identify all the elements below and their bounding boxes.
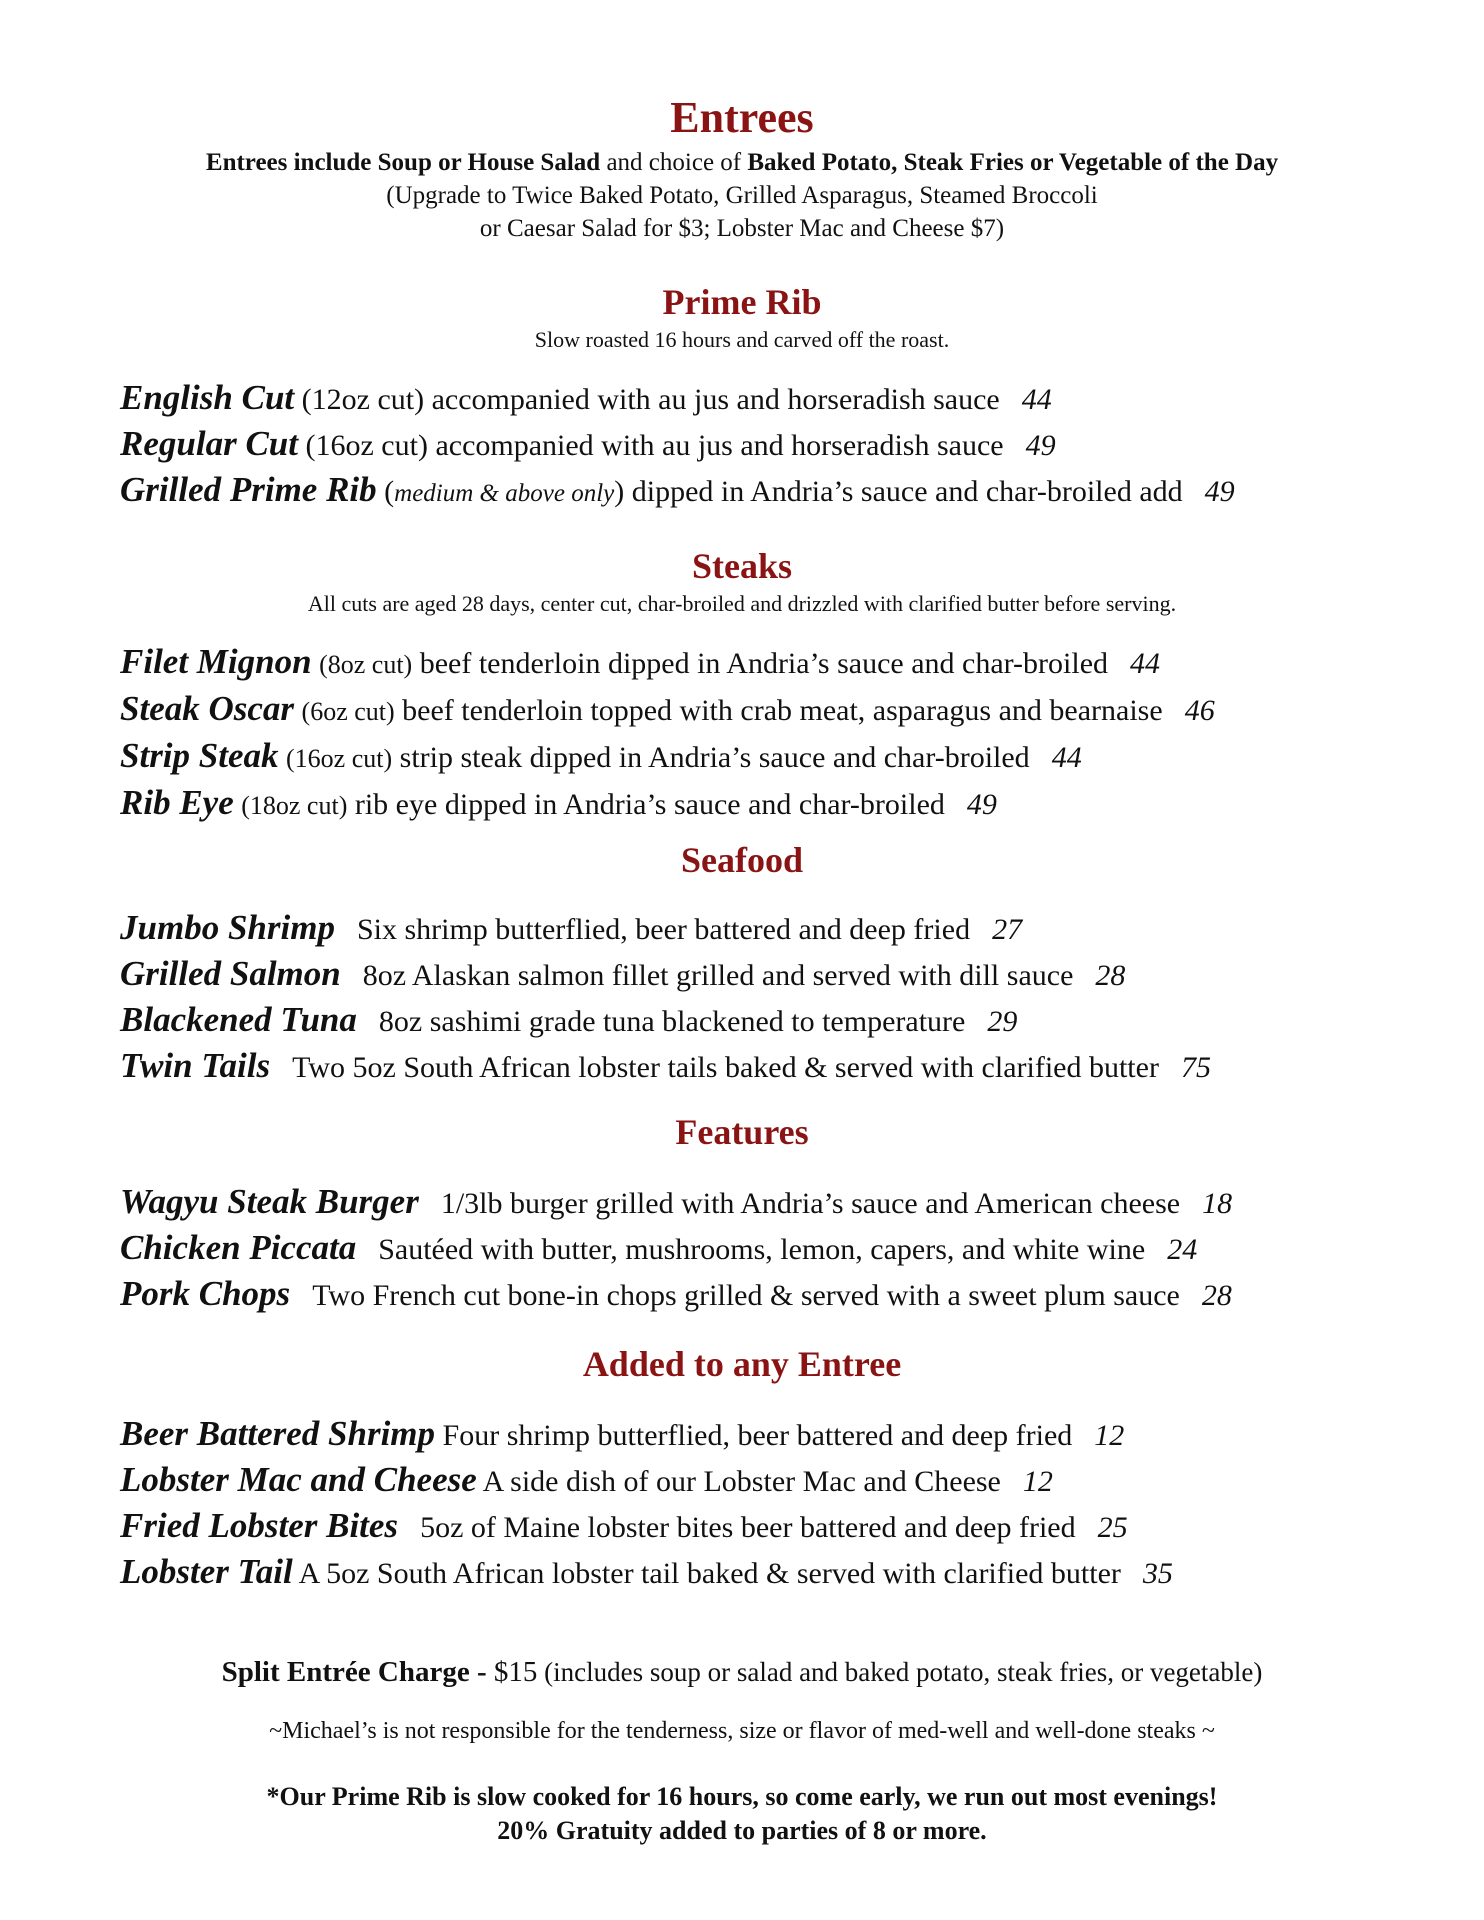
gratuity-notice: 20% Gratuity added to parties of 8 or more. [497, 1816, 987, 1845]
item-description: 1/3lb burger grilled with Andria’s sauce and American cheese [440, 1187, 1181, 1220]
menu-item [120, 1550, 1424, 1596]
features-list [120, 1180, 1424, 1318]
item-qualifier: (8oz cut) [319, 650, 413, 679]
item-name: Lobster Tail [120, 1552, 293, 1591]
item-price: 49 [1025, 429, 1056, 462]
item-name: Lobster Mac and Cheese [120, 1460, 477, 1499]
item-name: Strip Steak [120, 736, 279, 775]
menu-item [120, 1458, 1424, 1504]
item-qualifier: (18oz cut) [241, 791, 348, 820]
item-price: 28 [1201, 1279, 1232, 1312]
upgrade-line-1: (Upgrade to Twice Baked Potato, Grilled Asparagus, Steamed Broccoli [386, 182, 1098, 209]
item-name: Steak Oscar [120, 689, 295, 728]
added-section-header [0, 1346, 1484, 1382]
menu-item [120, 906, 1424, 952]
item-description: 5oz of Maine lobster bites beer battered and deep fried [420, 1511, 1076, 1544]
item-price: 18 [1202, 1187, 1233, 1220]
added-list [120, 1412, 1424, 1596]
item-qualifier: (16oz cut) [286, 744, 393, 773]
item-price: 27 [992, 913, 1023, 946]
item-description: dipped in Andria’s sauce and char-broiled add [624, 475, 1183, 508]
item-description: Sautéed with butter, mushrooms, lemon, capers, and white wine [378, 1233, 1146, 1266]
menu-item [120, 1180, 1424, 1226]
steaks-list [120, 640, 1424, 828]
menu-item [120, 1044, 1424, 1090]
item-description: A 5oz South African lobster tail baked & served with clarified butter [298, 1557, 1121, 1590]
item-price: 44 [1021, 383, 1052, 416]
footer-notices [0, 1780, 1484, 1848]
menu-item [120, 1504, 1424, 1550]
item-qualifier: (16oz cut) [305, 429, 428, 462]
item-price: 49 [966, 788, 997, 821]
item-description: Two French cut bone-in chops grilled & served with a sweet plum sauce [312, 1279, 1180, 1312]
item-description: Four shrimp butterflied, beer battered and deep fried [442, 1419, 1073, 1452]
item-price: 12 [1022, 1465, 1053, 1498]
seafood-heading: Seafood [680, 840, 803, 880]
intro-plain-text: and choice of [600, 149, 748, 176]
menu-item [120, 998, 1424, 1044]
intro-bold-soup-salad: Entrees include Soup or House Salad [205, 149, 601, 176]
seafood-list [120, 906, 1424, 1090]
item-qualifier-open: ( [376, 475, 395, 508]
item-name: Pork Chops [120, 1274, 291, 1313]
item-description: accompanied with au jus and horseradish sauce [424, 383, 1000, 416]
split-charge-note: (includes soup or salad and baked potato, steak fries, or vegetable) [537, 1657, 1263, 1687]
item-description: strip steak dipped in Andria’s sauce and char-broiled [392, 741, 1030, 774]
split-charge-line [0, 1656, 1484, 1689]
item-price: 24 [1167, 1233, 1198, 1266]
steaks-section-header [0, 548, 1484, 618]
intro-bold-sides: Baked Potato, Steak Fries or Vegetable of the Day [747, 149, 1279, 176]
item-name: Wagyu Steak Burger [120, 1182, 419, 1221]
item-price: 29 [987, 1005, 1018, 1038]
page-title: Entrees [670, 93, 814, 142]
item-price: 44 [1051, 741, 1082, 774]
prime-rib-note: Slow roasted 16 hours and carved off the roast. [534, 327, 950, 352]
item-price: 25 [1097, 1511, 1128, 1544]
item-description: A side dish of our Lobster Mac and Cheese [482, 1465, 1001, 1498]
prime-rib-heading: Prime Rib [662, 282, 822, 322]
menu-item [120, 376, 1424, 422]
item-description: Six shrimp butterflied, beer battered and deep fried [356, 913, 971, 946]
menu-item [120, 781, 1424, 828]
menu-item [120, 734, 1424, 781]
split-charge-label: Split Entrée Charge [221, 1656, 470, 1688]
features-heading: Features [675, 1112, 809, 1152]
item-name: Jumbo Shrimp [120, 908, 335, 947]
item-description: beef tenderloin topped with crab meat, asparagus and bearnaise [394, 694, 1163, 727]
item-qualifier: (6oz cut) [301, 697, 395, 726]
item-description: Two 5oz South African lobster tails baked & served with clarified butter [292, 1051, 1159, 1084]
item-price: 44 [1130, 647, 1161, 680]
menu-item [120, 640, 1424, 687]
item-price: 75 [1180, 1051, 1211, 1084]
item-price: 28 [1095, 959, 1126, 992]
item-qualifier: medium & above only [394, 480, 615, 507]
entree-intro [0, 146, 1484, 245]
item-price: 49 [1204, 475, 1235, 508]
item-price: 12 [1094, 1419, 1125, 1452]
item-name: Grilled Prime Rib [120, 470, 377, 509]
item-name: Fried Lobster Bites [120, 1506, 399, 1545]
item-price: 46 [1184, 694, 1215, 727]
item-description: beef tenderloin dipped in Andria’s sauce and char-broiled [412, 647, 1109, 680]
split-charge-amount: $15 [493, 1656, 538, 1688]
item-name: Grilled Salmon [120, 954, 341, 993]
item-name: Blackened Tuna [120, 1000, 357, 1039]
item-name: Filet Mignon [120, 642, 312, 681]
item-description: 8oz sashimi grade tuna blackened to temperature [378, 1005, 966, 1038]
split-charge-dash: - [469, 1656, 494, 1688]
menu-item [120, 1272, 1424, 1318]
item-qualifier: (12oz cut) [301, 383, 425, 416]
menu-item [120, 952, 1424, 998]
upgrade-line-2: or Caesar Salad for $3; Lobster Mac and Cheese $7) [479, 215, 1005, 242]
prime-rib-section-header [0, 284, 1484, 354]
item-name: Regular Cut [120, 424, 298, 463]
item-name: Beer Battered Shrimp [120, 1414, 436, 1453]
menu-item [120, 1226, 1424, 1272]
steaks-note: All cuts are aged 28 days, center cut, char-broiled and drizzled with clarified butter before serving. [307, 591, 1177, 616]
item-description: accompanied with au jus and horseradish sauce [427, 429, 1004, 462]
menu-header [0, 93, 1484, 142]
item-qualifier-close: ) [614, 475, 625, 508]
added-heading: Added to any Entree [582, 1344, 902, 1384]
item-name: Chicken Piccata [120, 1228, 357, 1267]
features-section-header [0, 1114, 1484, 1150]
intro-line [0, 146, 1484, 179]
seafood-section-header [0, 842, 1484, 878]
item-name: English Cut [120, 378, 295, 417]
menu-item [120, 422, 1424, 468]
menu-item [120, 687, 1424, 734]
prime-rib-notice: *Our Prime Rib is slow cooked for 16 hours, so come early, we run out most evenings! [266, 1782, 1218, 1811]
item-name: Rib Eye [120, 783, 234, 822]
item-price: 35 [1142, 1557, 1173, 1590]
item-description: 8oz Alaskan salmon fillet grilled and served with dill sauce [362, 959, 1074, 992]
menu-item [120, 1412, 1424, 1458]
menu-item [120, 468, 1424, 516]
steaks-heading: Steaks [691, 546, 793, 586]
item-name: Twin Tails [120, 1046, 271, 1085]
prime-rib-list [120, 376, 1424, 516]
item-description: rib eye dipped in Andria’s sauce and char-broiled [347, 788, 945, 821]
disclaimer-text: ~Michael’s is not responsible for the tenderness, size or flavor of med-well and well-done steaks ~ [269, 1718, 1215, 1744]
